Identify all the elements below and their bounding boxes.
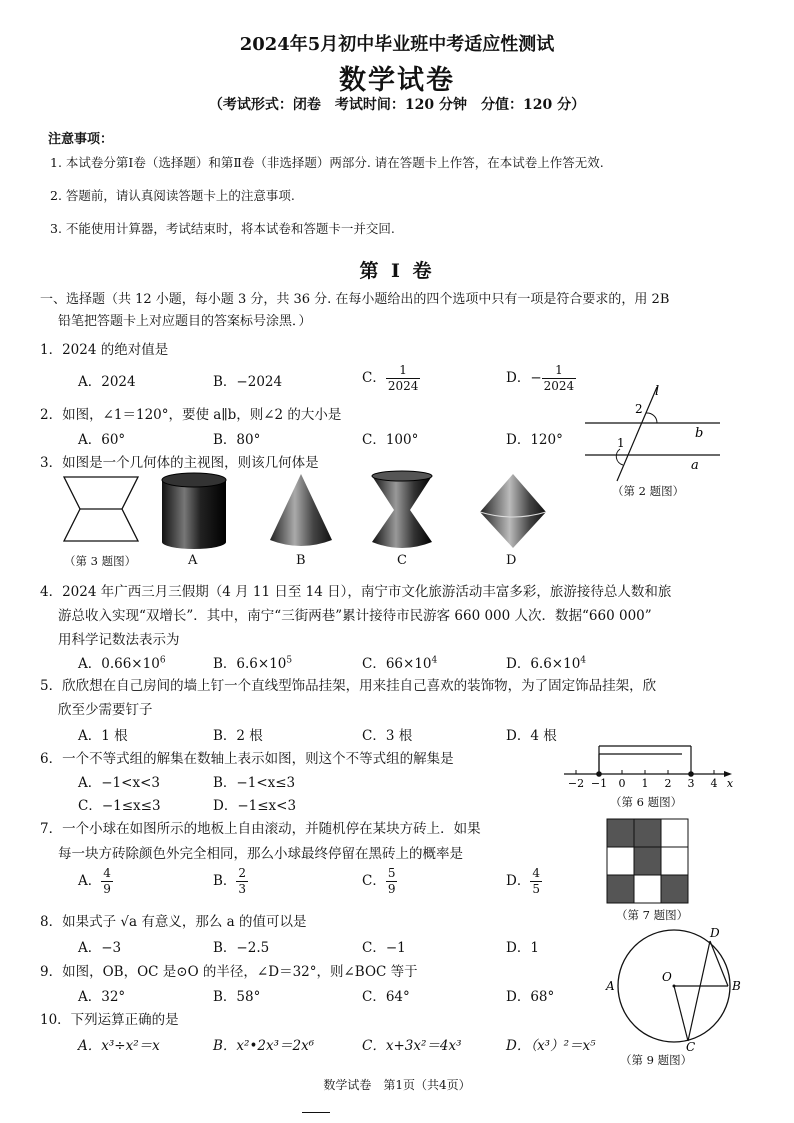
q1-option-c-label: C． [362,370,386,386]
section-intro: 铅笔把答题卡上对应题目的答案标号涂黑．） [58,314,312,329]
q10-option-b: B．x²•2x³＝2x⁶ [213,1038,315,1054]
q6-option-d: D．−1≤x<3 [213,798,297,814]
q7-option-d: D． $\frac{4}{5}$ [506,866,540,896]
fraction: $\frac{1}{2024}$ [387,363,419,393]
point-label: O [662,970,672,984]
q4-option-a: A．$0.66\times 10^6$ [78,655,166,672]
question-7-line: 每一块方砖除颜色外完全相同，那么小球最终停留在黑砖上的概率是 [58,846,463,862]
q5-option-c: C．3 根 [362,728,413,744]
q7-option-b: B． $\frac{2}{3}$ [213,866,247,896]
q8-option-a: A．−3 [78,940,122,956]
q10-option-d: D．（x³）²＝x⁵ [506,1038,596,1054]
question-4-line: 4．2024 年广西三月三假期（4 月 11 日至 14 日），南宁市文化旅游活动丰富多彩，旅游接待总人数和旅 [40,584,672,600]
q2-option-c: C．100° [362,432,419,448]
line-label: b [695,426,704,441]
q6-option-a: A．−1<x<3 [78,775,160,791]
question-4-line: 游总收入实现“双增长”．其中，南宁“三街两巷”累计接待市民游客 660 000 人次．数据“660 000” [58,608,652,624]
point-label: D [710,926,720,940]
q5-option-a: A．1 根 [78,728,128,744]
note-item: 2. 答题前，请认真阅读答题卡上的注意事项. [50,188,295,203]
q6-option-c: C．−1≤x≤3 [78,798,161,814]
fraction: $\frac{1}{2024}$ [543,363,575,393]
angle-label: 2 [635,402,643,416]
q8-option-d: D．1 [506,940,539,956]
fraction: $\frac{2}{3}$ [238,866,247,896]
question-9-stem: 9．如图，OB，OC 是⊙O 的半径，∠D＝32°，则∠BOC 等于 [40,964,418,980]
note-item: 1. 本试卷分第Ⅰ卷（选择题）和第Ⅱ卷（非选择题）两部分. 请在答题卡上作答，在本试卷上作答无效. [50,155,604,170]
question-7-line: 7．一个小球在如图所示的地板上自由滚动，并随机停在某块方砖上．如果 [40,821,481,837]
question-10-stem: 10．下列运算正确的是 [40,1012,179,1028]
subject-title: 数学试卷 [339,65,455,96]
q4-option-c: C．$66\times 10^4$ [362,655,438,672]
exam-info: （考试形式：闭卷 考试时间：120 分钟 分值：120 分） [208,97,586,113]
angle-label: 1 [617,436,625,450]
q9-option-b: B．58° [213,989,261,1005]
q2-option-d: D．120° [506,432,563,448]
q6-caption: （第 6 题图） [610,795,683,809]
q5-option-d: D．4 根 [506,728,557,744]
q7-option-a: A． $\frac{4}{9}$ [78,866,111,896]
point-label: A [606,979,615,993]
fraction: $\frac{5}{9}$ [387,866,396,896]
tick-label: 3 [687,777,695,790]
q2-figure [585,383,725,483]
q3-label-b: B [296,553,306,568]
q1-option-c [362,363,420,394]
q4-option-d: D．$6.6\times 10^4$ [506,655,587,672]
tick-label: −2 [567,777,585,790]
q10-option-a: A．x³÷x²＝x [78,1038,160,1054]
point-label: B [732,979,741,993]
q1-option-a: A．2024 [78,374,136,390]
line-label: l [655,384,660,399]
exam-title: 2024年5月初中毕业班中考适应性测试 [239,34,555,55]
q3-option-d-bicone [478,472,548,550]
q6-option-b: B．−1<x≤3 [213,775,296,791]
q9-circle-figure [606,926,742,1054]
q3-label-a: A [188,553,198,568]
footer-rule [302,1112,330,1113]
q1-option-d-label: D．− [506,370,542,386]
tick-label: −1 [590,777,608,790]
axis-variable: x [726,777,734,790]
q3-label-c: C [397,553,407,568]
question-6-stem: 6．一个不等式组的解集在数轴上表示如图，则这个不等式组的解集是 [40,751,454,767]
q3-option-c-double-cone [370,472,434,550]
q3-option-b-cone [268,472,334,550]
q2-caption: （第 2 题图） [612,484,685,498]
line-label: a [691,458,699,473]
question-3-stem: 3．如图是一个几何体的主视图，则该几何体是 [40,455,319,471]
q7-option-c: C． $\frac{5}{9}$ [362,866,396,896]
notes-heading: 注意事项： [48,132,114,147]
section-intro: 一、选择题（共 12 小题，每小题 3 分，共 36 分. 在每小题给出的四个选项中只有一项是符合要求的，用 2B [40,292,670,307]
q2-option-b: B．80° [213,432,261,448]
q5-option-b: B．2 根 [213,728,263,744]
q1-option-b: B．−2024 [213,374,283,390]
question-2-stem: 2．如图，∠1＝120°，要使 a∥b，则∠2 的大小是 [40,407,342,423]
q2-option-a: A．60° [78,432,126,448]
q9-option-d: D．68° [506,989,555,1005]
q6-number-line [562,744,734,790]
q3-caption: （第 3 题图） [64,554,137,568]
q9-option-c: C．64° [362,989,410,1005]
q4-option-b: B．$6.6\times 10^5$ [213,655,293,672]
fraction: $\frac{4}{5}$ [532,866,540,896]
fraction: $\frac{4}{9}$ [103,866,111,896]
q8-option-b: B．−2.5 [213,940,270,956]
tick-label: 2 [664,777,672,790]
q9-option-a: A．32° [78,989,126,1005]
tick-label: 0 [618,777,626,790]
question-8-stem: 8．如果式子 √a 有意义，那么 a 的值可以是 [40,914,307,930]
point-label: C [686,1040,696,1054]
q7-tile-grid [606,818,690,904]
section-title: 第 Ⅰ 卷 [359,260,435,282]
q9-caption: （第 9 题图） [620,1053,693,1067]
q3-front-view [62,475,142,545]
question-4-line: 用科学记数法表示为 [58,632,180,648]
tick-label: 4 [710,777,718,790]
note-item: 3. 不能使用计算器，考试结束时，将本试卷和答题卡一并交回. [50,221,395,236]
question-5-line: 5．欣欣想在自己房间的墙上钉一个直线型饰品挂架，用来挂自己喜欢的装饰物，为了固定饰品挂架，欣 [40,678,657,694]
q8-option-c: C．−1 [362,940,406,956]
tick-label: 1 [641,777,649,790]
q3-option-a-cylinder [160,472,230,550]
question-5-line: 欣至少需要钉子 [58,702,153,718]
page-footer: 数学试卷 第1页（共4页） [323,1078,471,1092]
q7-caption: （第 7 题图） [616,908,689,922]
q10-option-c: C．x+3x²＝4x³ [362,1038,462,1054]
q3-label-d: D [506,553,517,568]
question-1-stem: 1．2024 的绝对值是 [40,342,169,358]
q1-option-d [506,363,576,394]
